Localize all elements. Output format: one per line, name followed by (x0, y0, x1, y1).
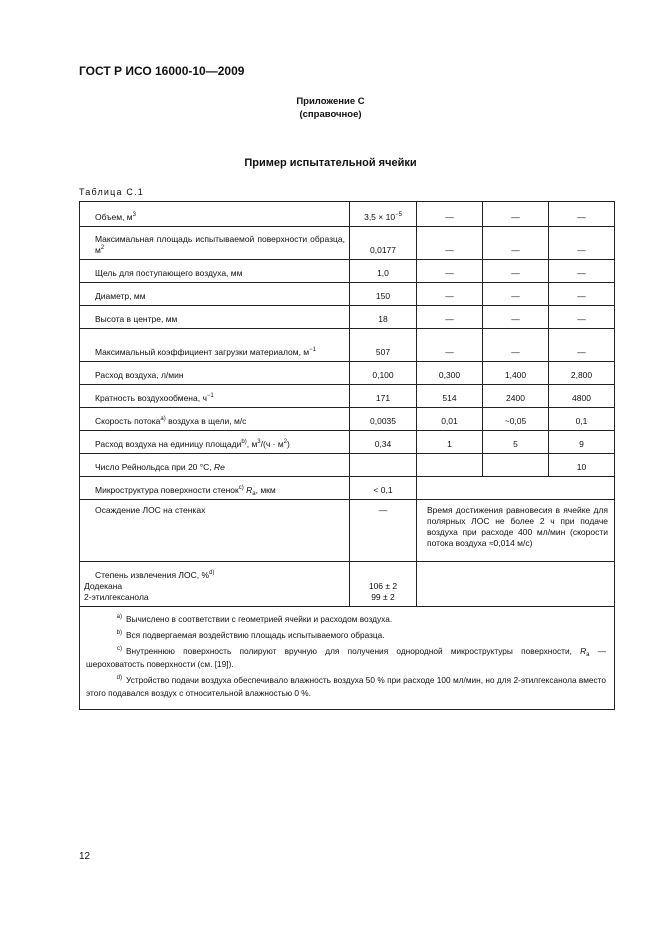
value-cell: 0,34 (350, 431, 417, 454)
value-cell: < 0,1 (350, 477, 417, 500)
section-title: Пример испытательной ячейки (244, 157, 417, 169)
value-cell: — (483, 283, 549, 306)
param-sup: −1 (309, 347, 316, 353)
value-cell: 10 (549, 454, 615, 477)
param-cell: Расход воздуха, л/мин (80, 362, 350, 385)
table-row (80, 227, 615, 260)
footnote-mark: d) (116, 675, 122, 681)
value-cell: 1,400 (483, 362, 549, 385)
table-row (80, 385, 615, 408)
table-row (80, 202, 615, 227)
value-cell: — (417, 283, 483, 306)
value-cell: — (483, 306, 549, 329)
param-text: Максимальный коэффициент загрузки материалом, м (95, 347, 310, 357)
table-row (80, 431, 615, 454)
param-cell: Высота в центре, мм (80, 306, 350, 329)
footnote-ref: b) (241, 439, 247, 445)
value-cell: 0,300 (417, 362, 483, 385)
value-cell: — (483, 329, 549, 362)
value-cell: — (417, 227, 483, 260)
param-cell (80, 454, 350, 477)
param-cell (80, 329, 350, 362)
value-cell: 2,800 (549, 362, 615, 385)
value-cell: — (483, 227, 549, 260)
table-row (80, 500, 615, 562)
value-text: 106 ± 2 (368, 581, 398, 591)
param-text: Степень извлечения ЛОС, % (95, 570, 210, 580)
table-row (80, 477, 615, 500)
footnote-sub: a (586, 652, 590, 658)
value-cell: — (417, 202, 483, 227)
value-cell: — (549, 306, 615, 329)
param-text: Число Рейнольдса при 20 °С, (95, 462, 215, 472)
value-cell: — (417, 260, 483, 283)
param-sub: a (252, 491, 256, 497)
table-row (80, 607, 615, 710)
param-sup: 3 (132, 212, 136, 218)
value-cell: 150 (350, 283, 417, 306)
footnote (86, 645, 606, 671)
footnotes (80, 607, 615, 710)
table-row (80, 408, 615, 431)
footnote-text: Внутреннюю поверхность полируют вручную для получения однородной микроструктуры поверхности, (126, 646, 581, 656)
param-text: Расход воздуха на единицу площади (95, 439, 242, 449)
param-cell (80, 431, 350, 454)
param-text: Микроструктура поверхности стенок (95, 485, 239, 495)
value-cell-merged (417, 562, 615, 607)
param-cell: Щель для поступающего воздуха, мм (80, 260, 350, 283)
param-text: /(ч · м (260, 439, 284, 449)
value-cell: 171 (350, 385, 417, 408)
value-cell: — (417, 306, 483, 329)
param-subitem: Додекана (84, 581, 123, 591)
value-cell (350, 202, 417, 227)
param-cell: Диаметр, мм (80, 283, 350, 306)
footnote-text: Вычислено в соответствии с геометрией ячейки и расходом воздуха. (126, 614, 393, 624)
value-cell: — (549, 260, 615, 283)
value-cell: — (549, 202, 615, 227)
value-cell: 514 (417, 385, 483, 408)
value-cell: — (483, 260, 549, 283)
annex-heading (0, 95, 661, 121)
value-cell: 1 (417, 431, 483, 454)
param-text: воздуха в щели, м/с (165, 416, 247, 426)
value-cell: — (549, 329, 615, 362)
param-cell (80, 385, 350, 408)
param-sup: −1 (206, 393, 214, 399)
value-cell: 0,0177 (350, 227, 417, 260)
table-row (80, 283, 615, 306)
value-cell: 0,1 (549, 408, 615, 431)
footnote (86, 613, 606, 626)
param-symbol: Re (214, 462, 225, 472)
table-row (80, 454, 615, 477)
value-cell (350, 454, 417, 477)
footnote-mark: b) (116, 630, 122, 636)
param-subitem: 2-этилгексанола (84, 592, 149, 602)
value-cell: 5 (483, 431, 549, 454)
value-cell: — (350, 500, 417, 562)
value-cell (483, 454, 549, 477)
table-row (80, 306, 615, 329)
param-cell (80, 202, 350, 227)
equilibrium-note: Время достижения равновесия в ячейке для полярных ЛОС не более 2 ч при подаче воздуха при расходе 400 мл/мин (скорости потока воздуха ≈0,014 м/с) (417, 500, 615, 562)
value-cell: 0,01 (417, 408, 483, 431)
document-header: ГОСТ Р ИСО 16000-10—2009 (79, 64, 245, 78)
footnote-mark: с) (117, 646, 122, 652)
value-cell: — (483, 202, 549, 227)
value-cell: 9 (549, 431, 615, 454)
value-cell: 507 (350, 329, 417, 362)
param-sup: 2 (283, 439, 288, 445)
value-text: 99 ± 2 (371, 592, 395, 602)
value-cell: 18 (350, 306, 417, 329)
table-caption: Таблица С.1 (79, 187, 144, 197)
value-cell (350, 562, 417, 607)
value-sup: −5 (395, 212, 402, 218)
value-cell: ~0,05 (483, 408, 549, 431)
table-row (80, 362, 615, 385)
footnote-text: Вся подвергаемая воздействию площадь испытываемого образца. (126, 630, 385, 640)
value-cell: 4800 (549, 385, 615, 408)
footnote-symbol: R (580, 646, 587, 656)
footnote-ref: d) (209, 570, 215, 576)
footnote (86, 674, 606, 700)
param-text: Максимальная площадь испытываемой поверхности образца, м (95, 234, 345, 255)
value-cell: — (549, 283, 615, 306)
footnote-text: — шероховатость поверхности (см. [19]). (86, 646, 606, 669)
annex-title: Приложение С (296, 96, 365, 107)
footnote-text: Устройство подачи воздуха обеспечивало влажность воздуха 50 % при расходе 100 мл/мин, но для 2-этилгексанола вместо этого подавался воздух с относительной влажностью 0 %. (86, 675, 606, 698)
footnote-ref: а) (160, 416, 166, 422)
param-text: , м (246, 439, 258, 449)
param-text: Скорость потока (95, 416, 161, 426)
value-cell (417, 454, 483, 477)
value-cell: 0,100 (350, 362, 417, 385)
param-sup: 2 (100, 245, 105, 251)
value-text: 3,5 × 10 (364, 212, 396, 222)
param-cell (80, 408, 350, 431)
annex-subtitle: (справочное) (299, 109, 362, 120)
param-text: , мкм (255, 485, 276, 495)
param-symbol: R (246, 485, 253, 495)
table-row (80, 329, 615, 362)
value-cell: 2400 (483, 385, 549, 408)
param-cell: Осаждение ЛОС на стенках (80, 500, 350, 562)
test-cell-table (79, 201, 615, 710)
value-cell: 1,0 (350, 260, 417, 283)
param-cell (80, 562, 350, 607)
param-text: Объем, м (95, 212, 133, 222)
param-cell (80, 227, 350, 260)
value-cell: 0,0035 (350, 408, 417, 431)
footnote (86, 629, 606, 642)
footnote-mark: а) (116, 614, 122, 620)
param-cell (80, 477, 350, 500)
value-cell: — (417, 329, 483, 362)
value-cell: — (549, 227, 615, 260)
page-number: 12 (79, 851, 91, 862)
param-sup: 3 (257, 439, 261, 445)
footnote-ref: с) (238, 485, 244, 491)
table-row (80, 562, 615, 607)
param-text: ) (287, 439, 290, 449)
param-text: Кратность воздухообмена, ч (95, 393, 207, 403)
value-cell-merged (417, 477, 615, 500)
table-row (80, 260, 615, 283)
